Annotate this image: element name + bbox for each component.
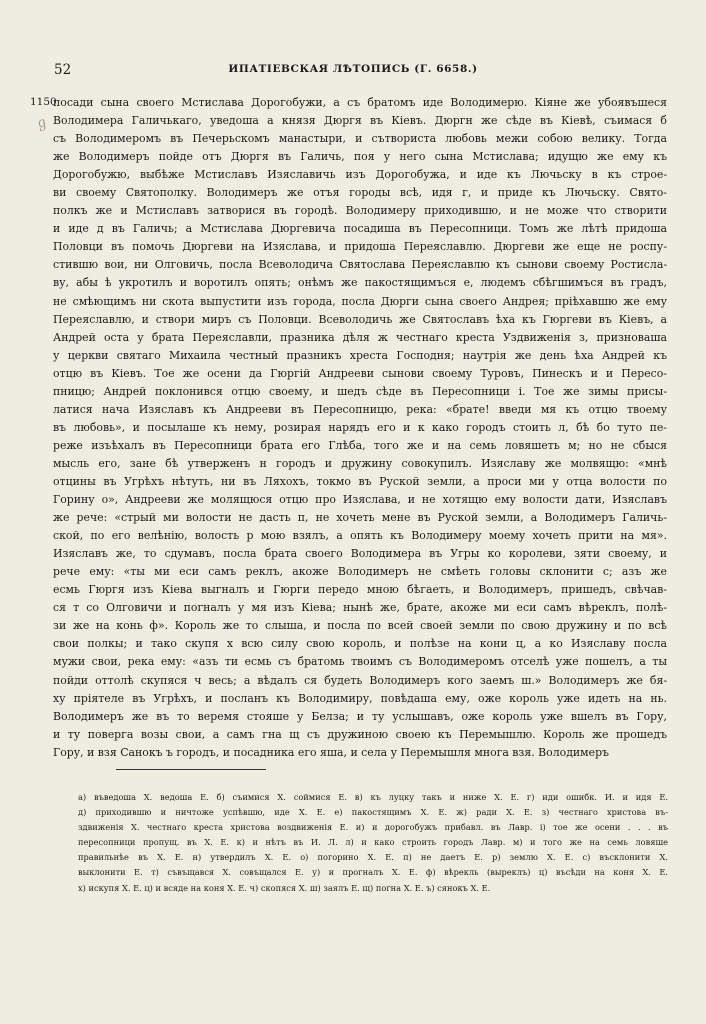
text-line: ской, по его велѣнію, волость р мою взялъ, а опять къ Володимеру моему хочеть прити на мя». bbox=[53, 529, 667, 543]
text-line: не смѣющимъ ни скота выпустити изъ города, посла Дюрги сына своего Андрея; пріѣхавшю же ему bbox=[53, 294, 667, 308]
text-line: рече ему: «ты ми еси самъ реклъ, акоже Володимеръ не смѣеть головы склонити с; азъ же bbox=[53, 565, 667, 579]
text-line: же Володимеръ пойде отъ Дюргя въ Галичь, поя у него сына Мстислава; идущю же ему къ bbox=[53, 150, 667, 164]
footnotes bbox=[78, 790, 668, 896]
text-line: ву, абы ѣ укротилъ и воротилъ опять; онѣмъ же пакостящимъся е, людемъ сбѣгшимъся въ градъ, bbox=[53, 276, 667, 290]
text-line: мужи свои, река ему: «азъ ти есмь съ братомь твоимъ съ Володимеромъ отселѣ уже пошелъ, а ты bbox=[53, 655, 667, 669]
text-line: Володимера Галичькаго, уведоша а князя Дюргя въ Кіевъ. Дюргн же сѣде въ Кіевѣ, съимася б bbox=[53, 114, 667, 128]
text-line: Гору, и взя Санокъ ъ городъ, и посадника его яша, и села у Перемышля многа взя. Володимеръ bbox=[53, 745, 609, 759]
footnote-divider bbox=[116, 769, 266, 770]
text-line: Горину о», Андрееви же молящюся отцю про Изяслава, и не хотящю ему волости дати, Изяславъ bbox=[53, 493, 667, 507]
text-line: ви своему Святополку. Володимеръ же отъя городы всѣ, идя г, и приде къ Лючьску. Свято- bbox=[53, 186, 667, 200]
margin-pencil-mark: ℊ bbox=[32, 113, 52, 134]
text-line: есмь Гюргя изъ Кіева выгналъ и Гюрги передо мною бѣгаеть, и Володимеръ, пришедъ, свѣчав- bbox=[53, 583, 667, 597]
text-line: ся т со Олговичи и погналъ у мя изъ Кіева; нынѣ же, брате, акоже ми еси самъ вѣреклъ, полѣ- bbox=[53, 601, 667, 615]
text-line: Володимеръ же въ то веремя стояше у Белза; и ту услышавъ, оже король уже вшелъ въ Гору, bbox=[53, 709, 667, 723]
chronicle-text bbox=[53, 94, 667, 762]
page-header bbox=[50, 62, 656, 82]
text-line: съ Володимеромъ въ Печерьскомъ манастыри, и сътвористa любовь межи собою велику. Тогда bbox=[53, 132, 667, 146]
text-line: Андрей оста у брата Переяславли, празника дѣля ж честнаго креста Уздвиженія з, призноваша bbox=[53, 330, 667, 344]
footnote-line: пересопници пропущ. въ Х. Е. к) и нѣтъ въ И. Л. л) и како строить городъ Лавр. м) и того же на семь ловяше bbox=[78, 837, 668, 848]
text-line: полкъ же и Мстиславъ затворися въ городѣ. Володимеру приходившю, и не може что створити bbox=[53, 204, 667, 218]
text-line: пницю; Андрей поклонився отцю своему, и шедъ сѣде въ Пересопници і. Тое же зимы присы- bbox=[53, 384, 667, 398]
text-line: Дорогобужю, выбѣже Мстиславъ Изяславичь изъ Дорогобужа, и иде къ Лючьску в къ строе- bbox=[53, 168, 667, 182]
footnote-line: здвиженія Х. честнаго креста христова воздвиженія Е. и) и дорогобужъ прибавл. въ Лавр. і) тое же осени . . . въ bbox=[78, 822, 668, 833]
text-line: Половци въ помочь Дюргеви на Изяслава, и придоша Переяславлю. Дюргеви же еще не роспу- bbox=[53, 240, 667, 254]
text-line: ху пріятеле въ Угрѣхъ, и посланъ къ Володимиру, повѣдаша ему, оже король уже идеть на нь. bbox=[53, 691, 667, 705]
text-line: Переяславлю, и створи миръ съ Половци. Всеволодичь же Святославъ ѣха къ Гюргеви въ Кіевъ, а bbox=[53, 312, 667, 326]
text-line: стившю вои, ни Олговичь, посла Всеволодича Святослава Переяславлю къ сынови своему Ростисла- bbox=[53, 258, 667, 272]
text-line: пойди оттолѣ скупяся ч весь; а вѣдалъ ся будеть Володимеръ кого заемъ ш.» Володимеръ же бя- bbox=[53, 673, 667, 687]
margin-year: 1150 bbox=[30, 96, 57, 108]
footnote-line: х) искупя Х. Е. ц) и всяде на коня Х. Е. ч) скопяся Х. ш) заялъ Е. щ) погна Х. Е. ъ) сянокъ Х. Е. bbox=[78, 882, 491, 893]
footnote-line: а) въведоша Х. ведоша Е. б) съимися Х. соймися Е. в) къ луцку такъ и ниже Х. Е. г) иди ошибк. И. и идя Е. bbox=[78, 792, 668, 802]
text-line: посади сына своего Мстислава Дорогобужи, а съ братомъ иде Володимерю. Кіяне же убоявъшеся bbox=[53, 96, 667, 109]
text-line: латися нача Изяславъ къ Андрееви въ Пересопницю, река: «брате! введи мя къ отцю твоему bbox=[53, 402, 667, 416]
text-line: же рече: «стрый ми волости не дасть п, не хочеть мене въ Руской земли, а Володимеръ Галичь- bbox=[53, 511, 667, 525]
running-title: ИПАТІЕВСКАЯ ЛѢТОПИСЬ (Г. 6658.) bbox=[228, 63, 478, 75]
footnote-line: правильнѣе въ Х. Е. н) утвердилъ Х. Е. о) погорино Х. Е. п) не даетъ Е. р) землю Х. Е. с) въсклонити Х. bbox=[78, 852, 668, 863]
text-line: Изяславъ же, то сдумавъ, посла брата своего Володимера въ Угры ко королеви, зяти своему, и bbox=[53, 547, 667, 561]
text-line: и иде д въ Галичь; а Мстислава Дюргевича посадиша въ Пересопници. Томъ же лѣтѣ придоша bbox=[53, 222, 667, 236]
text-line: и ту поверга возы свои, а самъ гна щ съ дружиною своею къ Перемышлю. Король же прошедъ bbox=[53, 727, 667, 741]
text-line: отцю въ Кіевъ. Тое же осени да Гюргій Андрееви сынови своему Туровъ, Пинескъ и и Пересо- bbox=[53, 366, 667, 380]
footnote-line: выклонити Е. т) съвъщався Х. совъщался Е. у) и прогналъ Х. Е. ф) вѣрекль (выреклъ) ц) въсѣди на коня Х. Е. bbox=[78, 867, 668, 878]
text-line: зи же на конь ф». Король же то слыша, и посла по всей своей земли по свою дружину и по всѣ bbox=[53, 619, 667, 633]
text-line: отцины въ Угрѣхъ нѣтуть, ни въ Ляхохъ, токмо въ Руской земли, а проси ми у отца волости по bbox=[53, 474, 667, 488]
footnote-line: д) приходившю и ничтоже успѣвшю, иде Х. Е. е) пакостящимъ Х. Е. ж) ради Х. Е. з) честнаго хpистова въ- bbox=[78, 807, 668, 818]
text-line: въ любовь», и посылаше къ нему, розирая нарядъ его и к како городъ стоить л, бѣ бо туто пе- bbox=[53, 420, 667, 434]
page-number: 52 bbox=[54, 62, 72, 78]
text-line: мысль его, зане бѣ утверженъ н городъ и дружину совокупилъ. Изяславу же молвящю: «мнѣ bbox=[53, 456, 667, 470]
text-line: у церкви святаго Михаила честный празникъ хреста Господня; наутрія же день ѣха Андрей къ bbox=[53, 348, 667, 362]
text-line: реже изъѣхалъ въ Пересопници брата его Глѣба, того же и на семь ловяшеть м; но не сбыся bbox=[53, 438, 667, 452]
text-line: свои полкы; и тако скупя х всю силу свою король, и полѣзе на кони ц, а ко Изяславу посла bbox=[53, 637, 667, 651]
